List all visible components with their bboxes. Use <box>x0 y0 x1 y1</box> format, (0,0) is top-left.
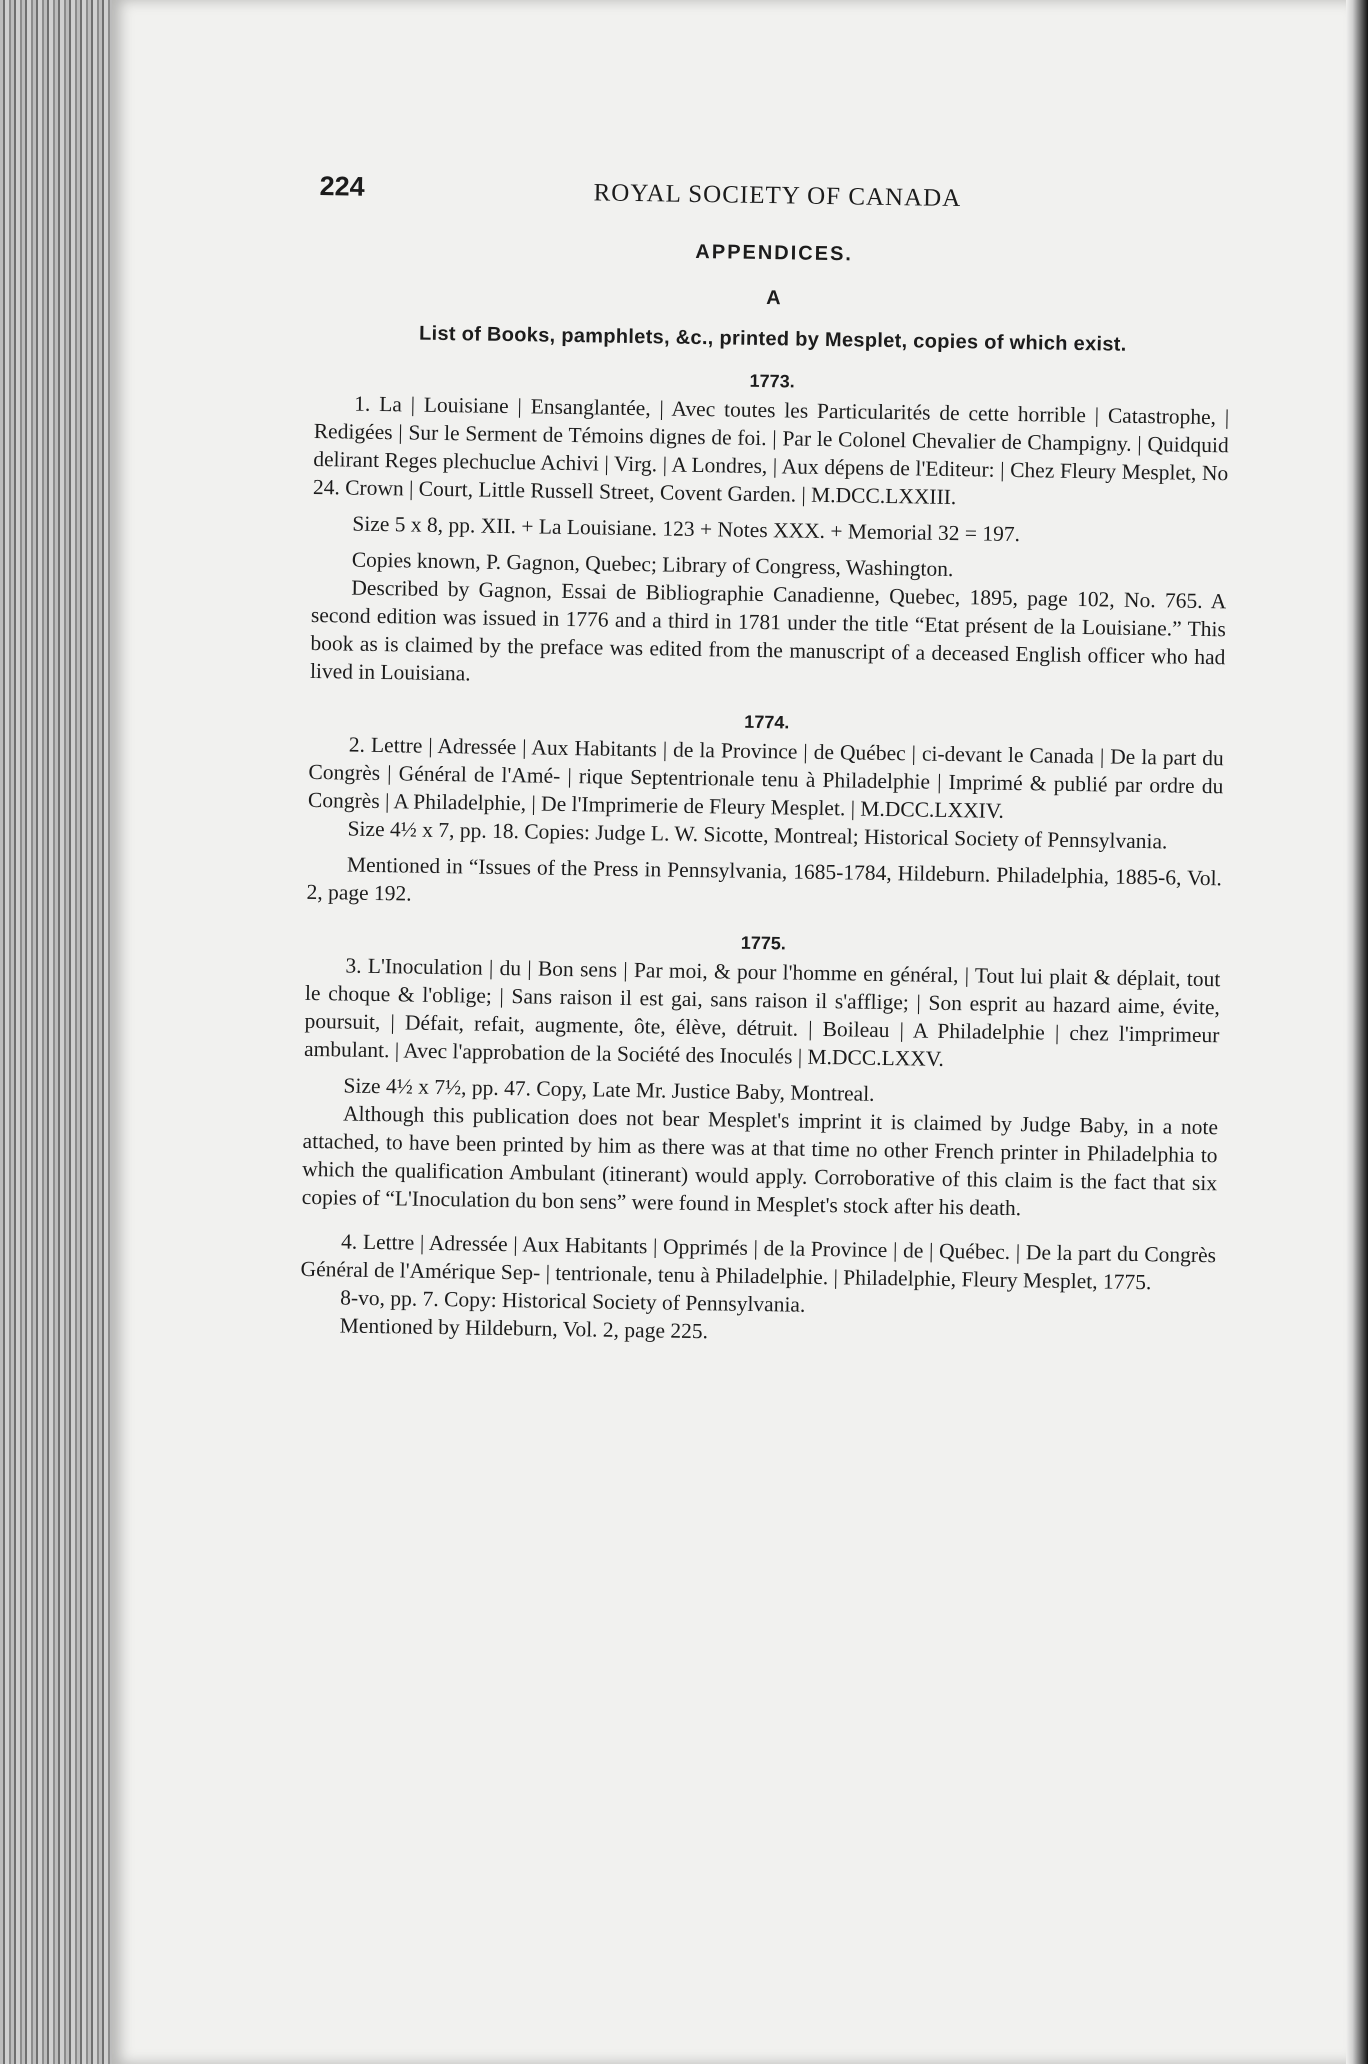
entry-4-mention: Mentioned by Hildeburn, Vol. 2, page 225. <box>339 1313 709 1344</box>
entry-1-title: 1. La | Louisiane | Ensanglantée, | Avec toutes les Particularités de cette horrible | Catastrophe, | Redigées | Sur le Serment de Témoins dignes de foi. | Par le Colonel Chevalier de Champigny. | Quidquid delirant Reges plechuclue Achivi | Virg. | A Londres, | Aux dépens de l'Editeur: | Chez Fleury Mesplet, No 24. Crown | Court, Little Russell Street, Covent Garden. | M.DCC.LXXIII. <box>312 391 1230 510</box>
entry-4-size: 8-vo, pp. 7. Copy: Historical Society of Pennsylvania. <box>340 1285 806 1317</box>
entry-1-size: Size 5 x 8, pp. XII. + La Louisiane. 123 + Notes XXX. + Memorial 32 = 197. <box>352 511 1021 547</box>
entry-3-title: 3. L'Inoculation | du | Bon sens | Par moi, & pour l'homme en général, | Tout lui plait & déplait, tout le choque & l'oblige; | Sans raison il est gai, sans raison il s'afflige; | Son esprit au hazard aime, évite, poursuit, | Défait, refait, augmente, ôte, élève, détruit. | Boileau | A Philadelphie | chez l'imprimeur ambulant. | Avec l'approbation de la Société des Inoculés | M.DCC.LXXV. <box>303 953 1221 1071</box>
year-heading-1773: 1773. <box>749 370 795 392</box>
year-heading-1775: 1775. <box>740 932 787 954</box>
entry-3-description: Although this publication does not bear Mesplet's imprint it is claimed by Judge Baby, in a note attached, to have been printed by him as there was at that time no other French printer in Philadelphia to which the qualification Ambulant (itinerant) would apply. Corroborative of this claim is the fact that six copies of “L'Inoculation du bon sens” were found in Mesplet's stock after his death. <box>301 1101 1219 1221</box>
entry-3-size: Size 4½ x 7½, pp. 47. Copy, Late Mr. Justice Baby, Montreal. <box>343 1073 875 1106</box>
page-content <box>300 165 1233 1353</box>
entry-2-title: 2. Lettre | Adressée | Aux Habitants | de la Province | de Québec | ci-devant le Canada | De la part du Congrès | Général de l'Amé- | rique Septentrionale tenu à Philadelphie | Imprimé & publié par ordre du Congrès | A Philadelphie, | De l'Imprimerie de Fleury Mesplet. | M.DCC.LXXIV. <box>307 732 1224 823</box>
entry-2-size: Size 4½ x 7, pp. 18. Copies: Judge L. W. Sicotte, Montreal; Historical Society of Pennsylvania. <box>347 816 1168 854</box>
entry-2-mention: Mentioned in “Issues of the Press in Pennsylvania, 1685-1784, Hildeburn. Philadelphia, 1885-6, Vol. 2, page 192. <box>306 852 1223 906</box>
appendices-heading: APPENDICES. <box>695 240 854 266</box>
entry-1-copies: Copies known, P. Gagnon, Quebec; Library of Congress, Washington. <box>351 547 954 582</box>
appendix-letter: A <box>766 287 781 310</box>
entry-1-description: Described by Gagnon, Essai de Bibliographie Canadienne, Quebec, 1895, page 102, No. 765. A second edition was issued in 1776 and a third in 1781 under the title “Etat présent de la Louisiane.” This book as is claimed by the preface was edited from the manuscript of a deceased English officer who had lived in Louisiana. <box>309 575 1227 686</box>
page-number: 224 <box>319 171 365 202</box>
page-gutter-shadow <box>1346 0 1368 2064</box>
entry-4-title: 4. Lettre | Adressée | Aux Habitants | Opprimés | de la Province | de | Québec. | De la part du Congrès Général de l'Amérique Sep- | tentrionale, tenu à Philadelphie. | Philadelphie, Fleury Mesplet, 1775. <box>300 1229 1217 1295</box>
list-heading: List of Books, pamphlets, &c., printed by Mesplet, copies of which exist. <box>418 322 1127 356</box>
year-heading-1774: 1774. <box>744 711 790 733</box>
journal-title: ROYAL SOCIETY OF CANADA <box>593 179 962 213</box>
